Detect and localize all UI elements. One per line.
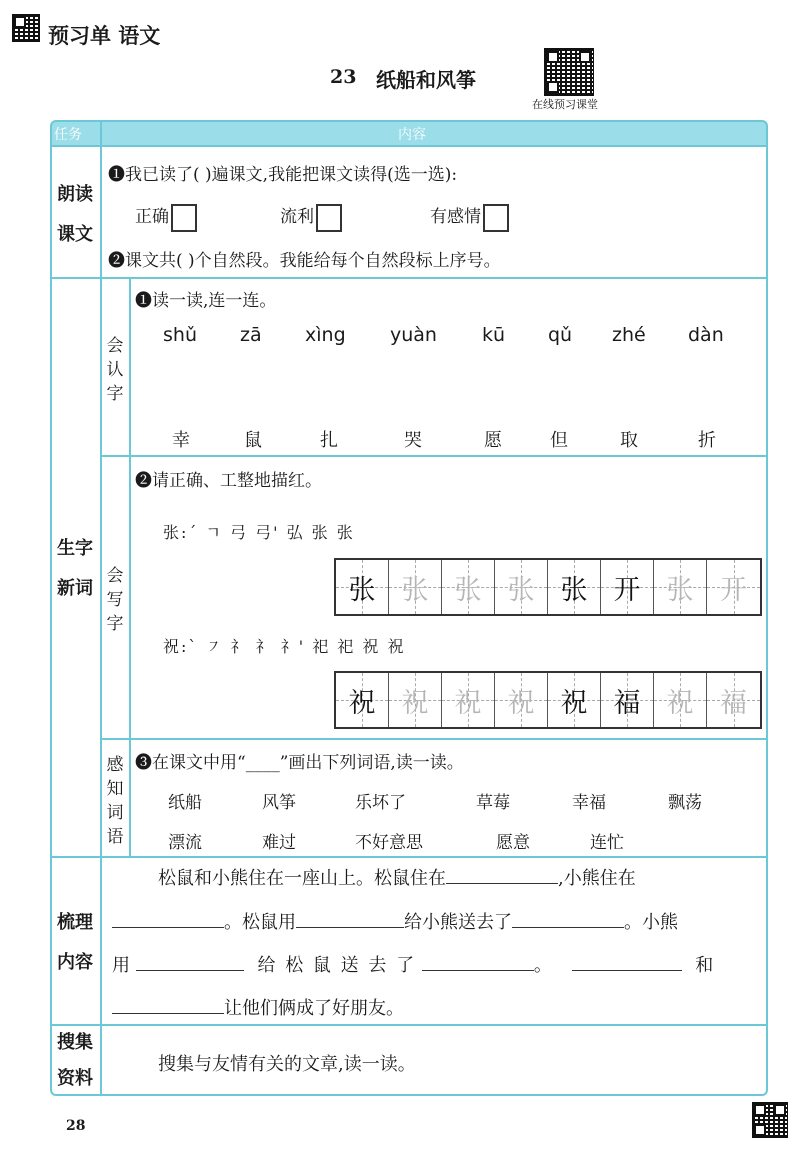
option-expressive-label: 有感情: [430, 207, 481, 227]
word-item[interactable]: 幸福: [572, 793, 606, 813]
summary-line-2: [112, 908, 678, 934]
subcat-words-1: 感: [106, 755, 124, 775]
hanzi-item[interactable]: 扎: [320, 430, 338, 451]
row-divider: [100, 455, 768, 457]
fill-blank[interactable]: [136, 952, 244, 971]
summary-text: 给小熊送去了: [404, 912, 512, 933]
pinyin-item[interactable]: shǔ: [163, 324, 197, 346]
subcat-write-3: 字: [106, 614, 124, 634]
collect-instruction: 搜集与友情有关的文章,读一读。: [158, 1054, 416, 1075]
checkbox-expressive[interactable]: [483, 204, 509, 232]
category-collect-line1: 搜集: [57, 1032, 93, 1053]
hanzi-item[interactable]: 哭: [404, 430, 422, 451]
summary-line-3: [112, 951, 713, 977]
table-header-task: 任务: [54, 127, 82, 143]
tracing-cell[interactable]: 张: [442, 560, 495, 614]
subcat-write-1: 会: [106, 566, 124, 586]
summary-text: 给 松 鼠 送 去 了: [257, 955, 417, 976]
hanzi-item[interactable]: 但: [550, 430, 568, 451]
hanzi-item[interactable]: 折: [698, 430, 716, 451]
tracing-cell[interactable]: 福: [707, 673, 760, 727]
fill-blank[interactable]: [422, 952, 534, 971]
word-item[interactable]: 草莓: [476, 793, 510, 813]
option-fluent: [280, 202, 342, 232]
word-item[interactable]: 风筝: [262, 793, 296, 813]
tracing-grid-zhu: [334, 671, 762, 729]
hanzi-item[interactable]: 幸: [172, 430, 190, 451]
word-item[interactable]: 飘荡: [668, 793, 702, 813]
checkbox-correct[interactable]: [171, 204, 197, 232]
paragraph-count-question: ❷课文共( )个自然段。我能给每个自然段标上序号。: [108, 251, 501, 271]
tracing-cell[interactable]: 开: [707, 560, 760, 614]
word-item[interactable]: 难过: [262, 833, 296, 853]
subcat-recognize-1: 会: [106, 336, 124, 356]
pinyin-item[interactable]: yuàn: [390, 324, 437, 346]
summary-line-4: [112, 994, 404, 1020]
page-number: 28: [66, 1118, 86, 1134]
tracing-cell[interactable]: 祝: [654, 673, 707, 727]
tracing-cell[interactable]: 张: [548, 560, 601, 614]
tracing-cell[interactable]: 祝: [336, 673, 389, 727]
summary-text: 。小熊: [624, 912, 678, 933]
subcat-write-2: 写: [106, 590, 124, 610]
preview-qr-code[interactable]: [544, 48, 594, 96]
summary-text: 。松鼠用: [224, 912, 296, 933]
corner-qr-code: [12, 14, 40, 42]
option-correct-label: 正确: [135, 207, 169, 227]
fill-blank[interactable]: [296, 909, 404, 928]
fill-blank[interactable]: [112, 909, 224, 928]
summary-text: ,小熊住在: [558, 868, 636, 889]
subcolumn-divider: [129, 278, 131, 856]
tracing-cell[interactable]: 福: [601, 673, 654, 727]
checkbox-fluent[interactable]: [316, 204, 342, 232]
pinyin-item[interactable]: zhé: [612, 324, 646, 346]
word-item[interactable]: 连忙: [590, 833, 624, 853]
row-divider: [50, 856, 768, 858]
summary-text: 让他们俩成了好朋友。: [224, 998, 404, 1019]
subcat-words-3: 词: [106, 803, 124, 823]
row-divider: [50, 1024, 768, 1026]
pinyin-item[interactable]: xìng: [305, 324, 346, 346]
fill-blank[interactable]: [512, 909, 624, 928]
category-read-aloud-line2: 课文: [57, 224, 93, 245]
pinyin-item[interactable]: qǔ: [548, 324, 573, 346]
tracing-cell[interactable]: 开: [601, 560, 654, 614]
word-item[interactable]: 不好意思: [355, 833, 423, 853]
table-header-content: 内容: [398, 127, 426, 143]
summary-text: 。: [533, 955, 552, 976]
summary-text: 和: [695, 955, 714, 976]
tracing-cell[interactable]: 张: [654, 560, 707, 614]
category-collect-line2: 资料: [57, 1068, 93, 1089]
category-summary-line1: 梳理: [57, 912, 93, 933]
subcat-recognize-3: 字: [106, 384, 124, 404]
header-title: 预习单 语文: [48, 24, 161, 48]
row-divider: [100, 738, 768, 740]
match-instruction: ❶读一读,连一连。: [135, 291, 277, 311]
subcat-words-2: 知: [106, 779, 124, 799]
category-read-aloud-line1: 朗读: [57, 184, 93, 205]
trace-instruction: ❷请正确、工整地描红。: [135, 471, 322, 491]
pinyin-item[interactable]: zā: [240, 324, 262, 346]
qr-caption: 在线预习课堂: [532, 98, 598, 111]
hanzi-item[interactable]: 愿: [484, 430, 502, 451]
fill-blank[interactable]: [112, 995, 224, 1014]
fill-blank[interactable]: [446, 865, 558, 884]
summary-text: 松鼠和小熊住在一座山上。松鼠住在: [158, 868, 446, 889]
subcat-words-4: 语: [106, 827, 124, 847]
option-correct: [135, 202, 197, 232]
fill-blank[interactable]: [572, 952, 682, 971]
tracing-cell[interactable]: 张: [389, 560, 442, 614]
column-divider: [100, 120, 102, 1096]
lesson-number: 23: [330, 66, 357, 88]
option-expressive: [430, 202, 509, 232]
word-item[interactable]: 纸船: [168, 793, 202, 813]
pinyin-item[interactable]: kū: [482, 324, 506, 346]
lesson-title: 纸船和风筝: [376, 68, 476, 92]
pinyin-item[interactable]: dàn: [688, 324, 724, 346]
tracing-cell[interactable]: 张: [495, 560, 548, 614]
summary-text: 用: [112, 955, 130, 976]
word-item[interactable]: 乐坏了: [355, 793, 406, 813]
tracing-cell[interactable]: 祝: [389, 673, 442, 727]
word-item[interactable]: 愿意: [496, 833, 530, 853]
category-summary-line2: 内容: [57, 952, 93, 973]
row-divider: [50, 277, 768, 279]
tracing-cell[interactable]: 祝: [442, 673, 495, 727]
subcat-recognize-2: 认: [106, 360, 124, 380]
underline-instruction: ❸在课文中用“____”画出下列词语,读一读。: [135, 753, 464, 773]
category-new-words-line2: 新词: [57, 578, 93, 599]
hanzi-item[interactable]: 取: [620, 430, 638, 451]
tracing-cell[interactable]: 祝: [495, 673, 548, 727]
footer-qr-code: [752, 1102, 788, 1138]
tracing-grid-zhang: [334, 558, 762, 616]
option-fluent-label: 流利: [280, 207, 314, 227]
summary-line-1: [158, 864, 636, 890]
tracing-cell[interactable]: 祝: [548, 673, 601, 727]
stroke-order-zhu: 祝:ˋ ㇇ 礻 礻 礻' 祀 祀 祝 祝: [163, 637, 406, 656]
stroke-order-zhang: 张:ˊ ㄱ 弓 弓' 弘 张 张: [163, 523, 355, 542]
reading-count-question: ❶我已读了( )遍课文,我能把课文读得(选一选):: [108, 165, 458, 185]
word-item[interactable]: 漂流: [168, 833, 202, 853]
category-new-words-line1: 生字: [57, 538, 93, 559]
tracing-cell[interactable]: 张: [336, 560, 389, 614]
hanzi-item[interactable]: 鼠: [244, 430, 262, 451]
row-divider: [50, 145, 768, 147]
